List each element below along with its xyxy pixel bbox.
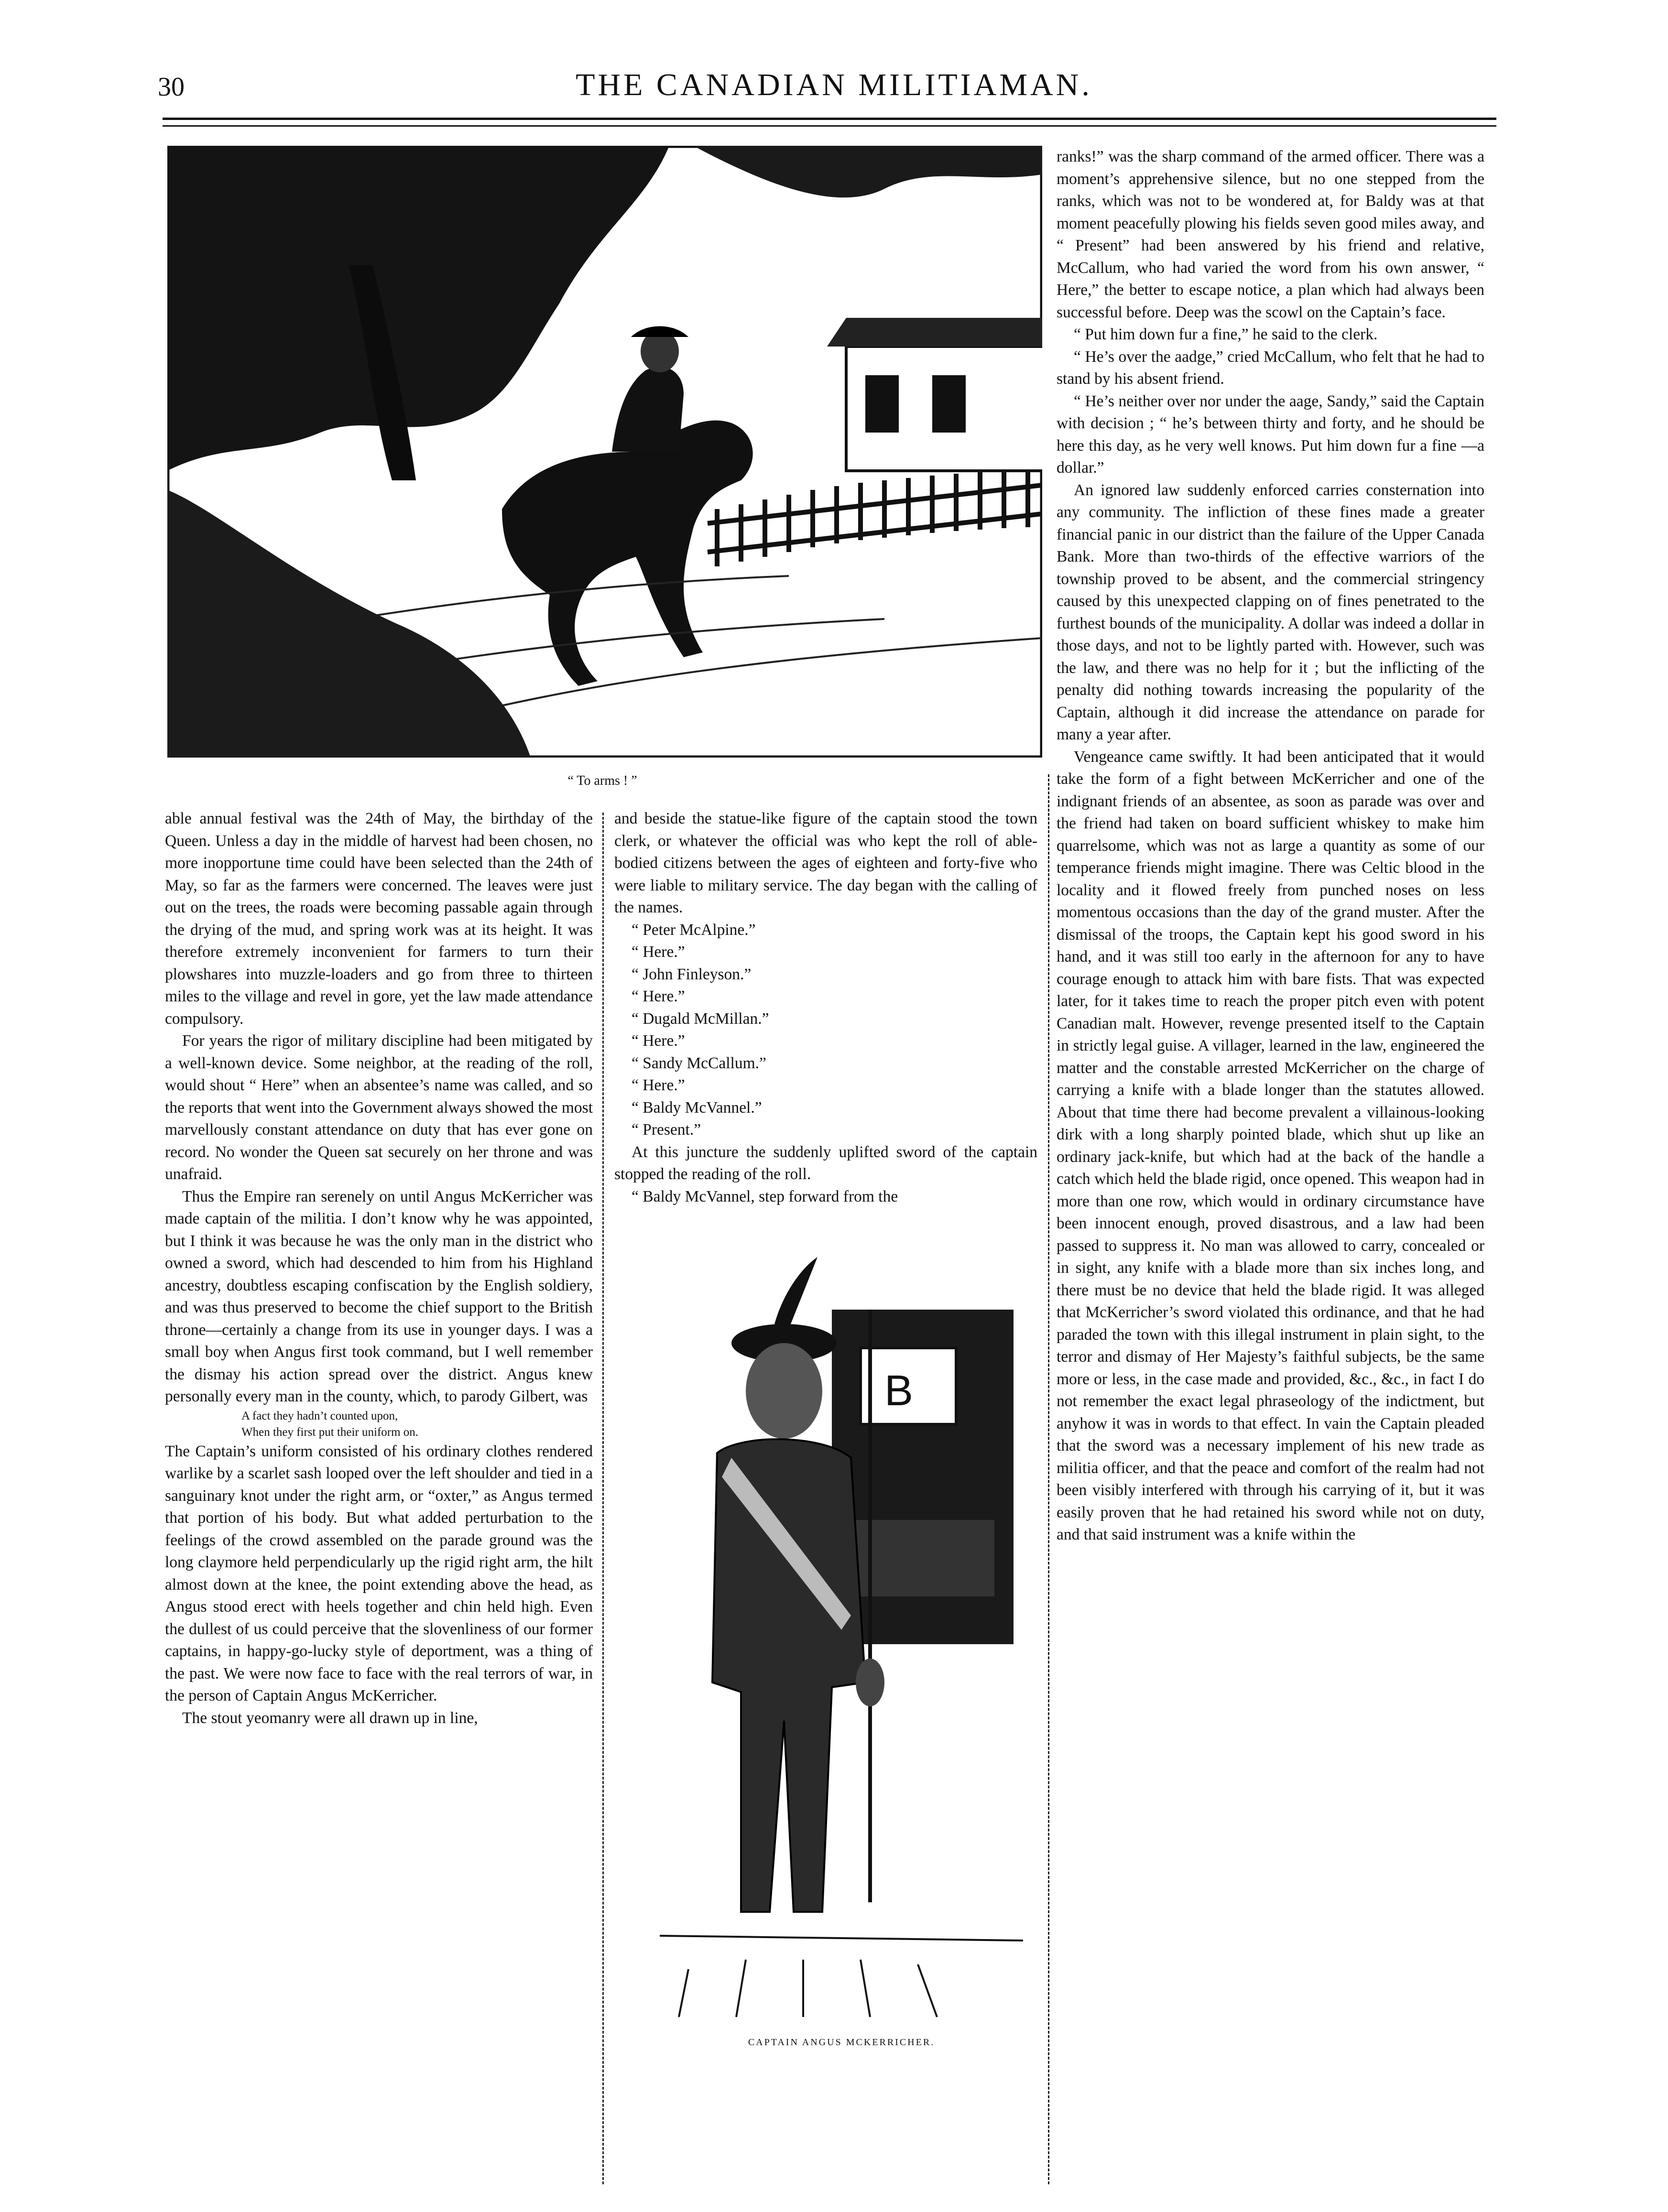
col1-paragraph: able annual festival was the 24th of May, the birthday of the Queen. Unless a day in the middle of harvest had been chosen, no more inopportune time could have been selected than the 24th of May, so far as the farmers were concerned. The leaves were just out on the trees, the roads were becoming passable again through the drying of the mud, and spring work was at its height. It was therefore extremely inconvenient for farmers to turn their plowshares into muzzle-loaders and go from three to thirteen miles to the village and revel in gore, yet the law made attendance compulsory. [165, 810, 593, 1028]
verse-line: A fact they hadn’t counted upon, [241, 1409, 398, 1422]
col3-paragraph: Vengeance came swiftly. It had been anticipated that it would take the form of a fight between McKerricher and one of the indignant friends of an absentee, as soon as parade was over and the friend had taken on board sufficient whiskey to make him quarrelsome, which was not as large a quantity as some of our temperance friends might imagine. There was Celtic blood in the locality and it flowed freely from punched noses on less momentous occasions than the day of the grand muster. After the dismissal of the troops, the Captain kept his good sword in his hand, and it was still too early in the afternoon for any to have courage enough to attack him with bare fists. That was expected later, for it takes time to reach the proper pitch even with potent Canadian malt. However, revenge presented itself to the Captain in strictly legal guise. A villager, learned in the law, engineered the matter and the constable arrested McKerricher on the charge of carrying a knife with a blade longer than the statutes allowed. About that time there had become prevalent a villainous-looking dirk with a long sharply pointed blade, which shut up like an ordinary jack-knife, but which had at the back of the handle a catch which held the blade rigid, once opened. This weapon had in more than one row, which would in ordinary circumstance have been innocent enough, proved disastrous, and a law had been passed to suppress it. No man was allowed to carry, concealed or in sight, any knife with a blade more than six inches long, and there must be no device that held the blade rigid. It was alleged that McKerricher’s sword violated this ordinance, and that he had paraded the town with this illegal instrument in plain sight, to the terror and dismay of Her Majesty’s faithful subjects, be the same more or less, in the case made and provided, &c., &c., in fact I do not remember the exact legal phraseology of the indictment, but anyhow it was in words to that effect. In vain the Captain pleaded that the sword was a necessary implement of his new trade as militia officer, and that the peace and comfort of the realm had not been visibly interfered with through his carrying of it, but it was easily proven that he had retained his sword while not on duty, and that said instrument was a knife within the [1057, 748, 1484, 1543]
roll-call-line: “ Here.” [632, 1076, 685, 1094]
col3-paragraph: ranks!” was the sharp command of the armed officer. There was a moment’s apprehensive silence, but no one stepped from the ranks, which was not to be wondered at, for Baldy was at that moment peacefully plowing his fields seven good miles away, and “ Present” had been answered by his friend and relative, McCallum, who had varied the word from his own answer, “ Here,” the better to escape notice, a plan which had always been successful before. Deep was the scowl on the Captain’s face. [1057, 148, 1484, 321]
roll-call-line: “ Here.” [632, 987, 685, 1005]
col3-paragraph: “ He’s neither over nor under the aage, Sandy,” said the Captain with decision ; “ he’s between thirty and forty, and he should be here this day, as he very well knows. Put him down fur a fine —a dollar.” [1057, 392, 1484, 477]
to-arms-illustration [167, 146, 1042, 758]
to-arms-caption: “ To arms ! ” [567, 773, 637, 788]
captain-portrait-illustration [660, 1252, 1023, 2027]
header-rule-top [163, 118, 1496, 120]
column-divider-right [1048, 774, 1049, 2184]
column-1 [165, 808, 593, 1729]
page-number: 30 [158, 72, 185, 102]
roll-call-line: “ Here.” [632, 943, 685, 961]
column-2 [614, 808, 1037, 1208]
col3-paragraph: “ He’s over the aadge,” cried McCallum, who felt that he had to stand by his absent friend. [1057, 347, 1484, 388]
col2-paragraph: At this juncture the suddenly uplifted sword of the captain stopped the reading of the roll. [614, 1143, 1037, 1183]
col1-paragraph: Thus the Empire ran serenely on until Angus McKerricher was made captain of the militia. I don’t know why he was appointed, but I think it was because he was the only man in the district who owned a sword, which had descended to him from his Highland ancestry, doubtless escaping confiscation by the English soldiery, and was thus preserved to become the chief support to the British throne—certainly a change from its use in younger days. I was a small boy when Angus first took command, but I well remember the dismay his action spread over the district. Angus knew personally every man in the county, which, to parody Gilbert, was [165, 1187, 593, 1405]
svg-text:B: B [884, 1367, 914, 1415]
col1-paragraph: The Captain’s uniform consisted of his ordinary clothes rendered warlike by a scarlet sash looped over the left shoulder and tied in a sanguinary knot under the right arm, or “oxter,” as Angus termed that portion of his body. But what added perturbation to the feelings of the crowd assembled on the parade ground was the long claymore held perpendicularly up the rigid right arm, the hilt almost down at the knee, the point extending above the head, as Angus stood erect with heels together and chin held high. Even the dullest of us could perceive that the slovenliness of our former captains, in happy-go-lucky style of deportment, was a thing of the past. We were now face to face with the real terrors of war, in the person of Captain Angus McKerricher. [165, 1442, 593, 1704]
col1-paragraph: The stout yeomanry were all drawn up in line, [182, 1709, 478, 1727]
captain-caption: CAPTAIN ANGUS MCKERRICHER. [748, 2037, 935, 2048]
roll-call-line: “ Peter McAlpine.” [632, 921, 756, 939]
column-3 [1057, 146, 1484, 1546]
roll-call-line: “ Dugald McMillan.” [632, 1009, 769, 1028]
roll-call-line: “ Baldy McVannel.” [632, 1098, 762, 1117]
running-head-title: THE CANADIAN MILITIAMAN. [576, 67, 1092, 102]
verse-line: When they first put their uniform on. [241, 1425, 419, 1439]
col1-paragraph: For years the rigor of military discipline had been mitigated by a well-known device. Some neighbor, at the reading of the roll, would shout “ Here” when an absentee’s name was called, and so the reports that went into the Government always showed the most marvellously constant attendance on duty that has ever gone on record. No wonder the Queen sat securely on her throne and was unafraid. [165, 1032, 593, 1183]
col2-paragraph: and beside the statue-like figure of the captain stood the town clerk, or whatever the official was who kept the roll of able-bodied citizens between the ages of eighteen and forty-five who were liable to military service. The day began with the calling of the names. [614, 810, 1037, 916]
roll-call-line: “ John Finleyson.” [632, 965, 752, 983]
col2-paragraph: “ Baldy McVannel, step forward from the [632, 1187, 898, 1205]
horseman-engraving [167, 146, 1042, 758]
roll-call-line: “ Present.” [632, 1121, 701, 1139]
col3-paragraph: “ Put him down fur a fine,” he said to the clerk. [1074, 325, 1378, 343]
col3-paragraph: An ignored law suddenly enforced carries consternation into any community. The infliction of these fines made a greater financial panic in our district than the failure of the Upper Canada Bank. More than two-thirds of the effective warriors of the township proved to be absent, and the commercial stringency caused by this unexpected clapping on of fines penetrated to the furthest bounds of the municipality. A dollar was indeed a dollar in those days, and not to be lightly parted with. However, such was the law, and there was no help for it ; but the inflicting of the penalty did nothing towards increasing the popularity of the Captain, although it did increase the attendance on parade for many a year after. [1057, 481, 1484, 743]
header-rule-bottom [163, 125, 1496, 127]
roll-call-line: “ Sandy McCallum.” [632, 1054, 766, 1072]
roll-call-line: “ Here.” [632, 1032, 685, 1050]
column-divider-left [602, 813, 604, 2184]
gilbert-verse [165, 1408, 593, 1441]
captain-engraving [660, 1252, 1023, 2027]
